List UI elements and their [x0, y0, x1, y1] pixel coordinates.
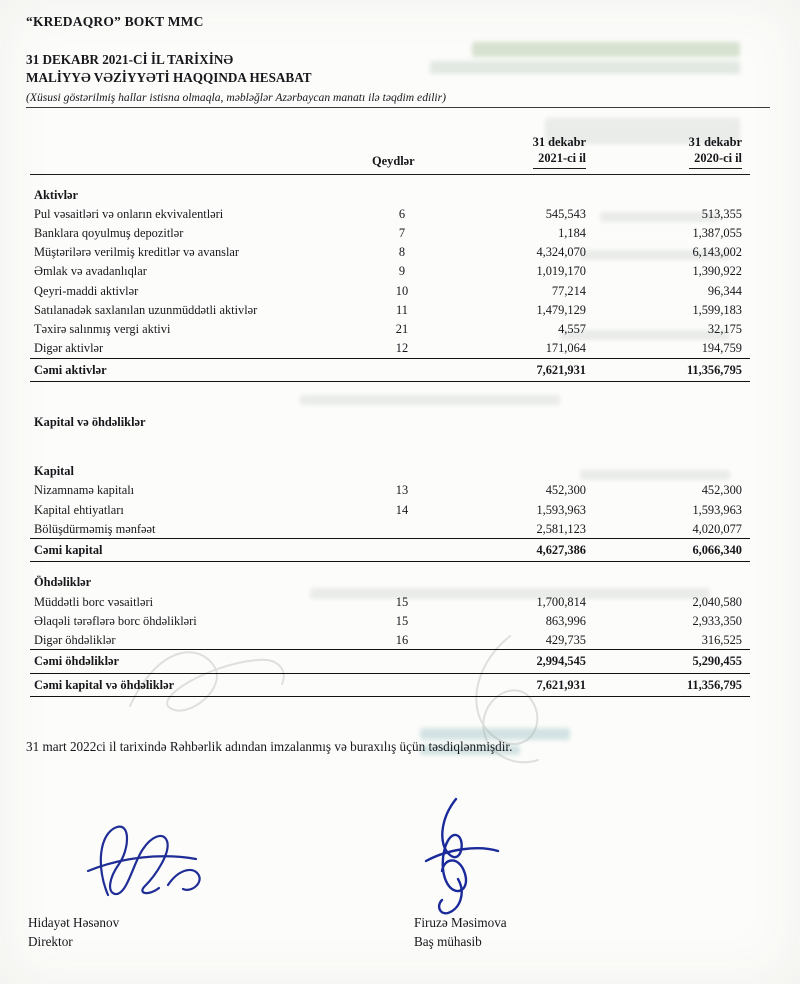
- row-note: 11: [396, 302, 408, 317]
- currency-note: (Xüsusi göstərilmiş hallar istisna olmaqla, məbləğlər Azərbaycan manatı ilə təqdim edilir): [26, 91, 770, 108]
- table-row: [30, 381, 750, 402]
- director-name: Hidayət Həsənov: [28, 914, 120, 930]
- row-value-2020: 452,300: [701, 483, 742, 498]
- table-row: [30, 562, 750, 592]
- row-note: [366, 402, 438, 432]
- row-label: Cəmi kapital və öhdəliklər: [30, 673, 366, 696]
- row-value-2020: 2,933,350: [692, 613, 742, 628]
- row-label: Qeyri-maddi aktivlər: [34, 283, 139, 298]
- header-2020-line1: 31 dekabr: [688, 134, 742, 149]
- header-2021-line1: 31 dekabr: [532, 134, 586, 149]
- chief-accountant-signature-ink: [398, 791, 518, 926]
- table-row: [30, 243, 750, 262]
- row-label: Cəmi öhdəliklər: [30, 650, 366, 673]
- row-value-2020: 1,599,183: [692, 302, 742, 317]
- row-label: Pul vəsaitləri və onların ekvivalentləri: [34, 207, 224, 221]
- company-name: “KREDAQRO” BOKT MMC: [26, 14, 204, 29]
- row-value-2021: 4,324,070: [536, 245, 586, 260]
- row-value-2021: 4,627,386: [438, 539, 590, 562]
- row-value-2020: 1,593,963: [692, 502, 742, 517]
- row-note: 15: [395, 613, 409, 628]
- row-label: Müddətli borc vəsaitləri: [34, 594, 154, 609]
- row-value-2021: 1,479,129: [536, 302, 586, 317]
- row-value-2021: 171,064: [545, 340, 586, 355]
- row-value-2020: 6,066,340: [590, 539, 750, 562]
- row-note: 8: [398, 245, 406, 260]
- table-row: [30, 630, 750, 650]
- report-title-line1: 31 DEKABR 2021-Cİ İL TARİXİNƏ: [26, 52, 234, 67]
- table-row: [30, 338, 750, 358]
- table-row: [30, 319, 750, 338]
- row-label: Digər öhdəliklər: [34, 632, 116, 647]
- table-row: [30, 481, 750, 500]
- table-row: [30, 592, 750, 611]
- row-value-2021: 2,994,545: [438, 650, 590, 673]
- director-title: Direktor: [28, 933, 73, 949]
- row-note: [366, 451, 438, 481]
- table-row: [30, 205, 750, 224]
- row-value-2021: 429,735: [545, 632, 586, 647]
- row-label: Cəmi kapital: [30, 539, 366, 562]
- table-row: [30, 451, 750, 481]
- table-row: [30, 673, 750, 696]
- row-note: 16: [395, 632, 409, 647]
- row-value-2021: 7,621,931: [438, 358, 590, 381]
- row-value-2021: [438, 451, 590, 481]
- row-value-2020: 513,355: [701, 207, 742, 221]
- row-value-2020: 6,143,002: [692, 245, 742, 260]
- row-label: Kapital və öhdəliklər: [34, 414, 146, 429]
- row-value-2021: [438, 402, 590, 432]
- row-label: Əlaqəli tərəflərə borc öhdəlikləri: [34, 613, 197, 628]
- statement-table-body: [30, 174, 750, 696]
- row-note: 14: [395, 502, 409, 517]
- table-row: [30, 300, 750, 319]
- table-row: [30, 174, 750, 204]
- row-value-2021: 1,184: [558, 226, 586, 241]
- row-note: [366, 650, 438, 673]
- row-value-2020: 11,356,795: [590, 673, 750, 696]
- row-value-2020: [590, 451, 750, 481]
- row-label: Digər aktivlər: [34, 340, 104, 355]
- spacer-cell: [30, 381, 750, 402]
- financial-position-table: [30, 132, 750, 697]
- table-row: [30, 519, 750, 539]
- table-row: [30, 224, 750, 243]
- row-note: 7: [398, 226, 406, 241]
- signatory-chief-accountant: [414, 915, 507, 950]
- header-empty-cell: [30, 132, 366, 175]
- director-signature-ink: [78, 815, 238, 915]
- row-value-2021: 1,019,170: [536, 264, 586, 279]
- row-note: [366, 673, 438, 696]
- header-2021-line2: 2021-ci il: [538, 150, 586, 165]
- row-note: 13: [395, 483, 409, 498]
- row-note: 9: [398, 264, 406, 279]
- row-value-2020: 11,356,795: [590, 358, 750, 381]
- row-value-2021: 1,700,814: [536, 594, 586, 609]
- row-value-2020: 316,525: [701, 632, 742, 647]
- row-value-2021: [438, 174, 590, 204]
- table-row: [30, 262, 750, 281]
- row-label: Kapital ehtiyatları: [34, 502, 124, 517]
- row-value-2021: 452,300: [545, 483, 586, 498]
- row-value-2021: 2,581,123: [536, 521, 586, 536]
- row-value-2020: [590, 174, 750, 204]
- row-label: Kapital: [34, 464, 74, 479]
- row-value-2021: 1,593,963: [536, 502, 586, 517]
- row-value-2020: 96,344: [707, 283, 742, 298]
- row-value-2020: 194,759: [701, 340, 742, 355]
- row-value-2020: 2,040,580: [692, 594, 742, 609]
- row-label: Əmlak və avadanlıqlar: [34, 264, 147, 279]
- row-label: Müştərilərə verilmiş kreditlər və avanslar: [34, 245, 240, 260]
- row-value-2020: 32,175: [707, 321, 742, 336]
- approval-statement: 31 mart 2022ci il tarixində Rəhbərlik adından imzalanmış və buraxılış üçün təsdiqlənmişdir.: [26, 738, 513, 754]
- spacer-cell: [30, 431, 750, 451]
- row-label: Təxirə salınmış vergi aktivi: [34, 321, 171, 336]
- row-label: Banklara qoyulmuş depozitlər: [34, 226, 184, 241]
- header-2020: [590, 132, 750, 175]
- table-row: [30, 611, 750, 630]
- row-value-2020: 5,290,455: [590, 650, 750, 673]
- row-note: 21: [395, 321, 409, 336]
- row-value-2021: 863,996: [545, 613, 586, 628]
- chief-accountant-name: Firuzə Məsimova: [414, 914, 507, 930]
- table-row: [30, 431, 750, 451]
- row-value-2020: [590, 562, 750, 592]
- row-label: Nizamnamə kapitalı: [34, 483, 135, 498]
- row-label: Satılanadək saxlanılan uzunmüddətli aktivlər: [34, 302, 258, 317]
- row-value-2020: 4,020,077: [692, 521, 742, 536]
- signature-area: [26, 763, 770, 959]
- row-note: 10: [395, 283, 409, 298]
- row-value-2021: 4,557: [558, 321, 586, 336]
- row-value-2021: 7,621,931: [438, 673, 590, 696]
- header-2020-line2: 2020-ci il: [694, 150, 742, 165]
- row-value-2020: 1,390,922: [692, 264, 742, 279]
- table-row: [30, 500, 750, 519]
- row-value-2021: 77,214: [551, 283, 586, 298]
- row-note: [366, 519, 438, 539]
- table-row: [30, 539, 750, 562]
- chief-accountant-title: Baş mühasib: [414, 933, 482, 949]
- row-label: Cəmi aktivlər: [30, 358, 366, 381]
- table-row: [30, 650, 750, 673]
- row-value-2021: [438, 562, 590, 592]
- table-header-row: [30, 132, 750, 175]
- row-label: Bölüşdürməmiş mənfəət: [34, 521, 156, 536]
- signatory-director: [28, 915, 119, 950]
- row-note: [366, 539, 438, 562]
- row-label: Aktivlər: [34, 187, 79, 202]
- row-note: [366, 174, 438, 204]
- row-note: [366, 358, 438, 381]
- row-note: 6: [398, 207, 406, 221]
- report-title: [26, 51, 770, 108]
- header-2021: [438, 132, 590, 175]
- row-value-2020: 1,387,055: [692, 226, 742, 241]
- row-note: 12: [395, 340, 409, 355]
- header-notes: Qeydlər: [372, 153, 415, 168]
- report-title-line2: MALİYYƏ VƏZİYYƏTİ HAQQINDA HESABAT: [26, 69, 312, 85]
- table-row: [30, 402, 750, 432]
- table-row: [30, 358, 750, 381]
- row-value-2020: [590, 402, 750, 432]
- row-label: Öhdəliklər: [34, 575, 92, 590]
- table-row: [30, 281, 750, 300]
- row-value-2021: 545,543: [545, 207, 586, 221]
- row-note: 15: [395, 594, 409, 609]
- row-note: [366, 562, 438, 592]
